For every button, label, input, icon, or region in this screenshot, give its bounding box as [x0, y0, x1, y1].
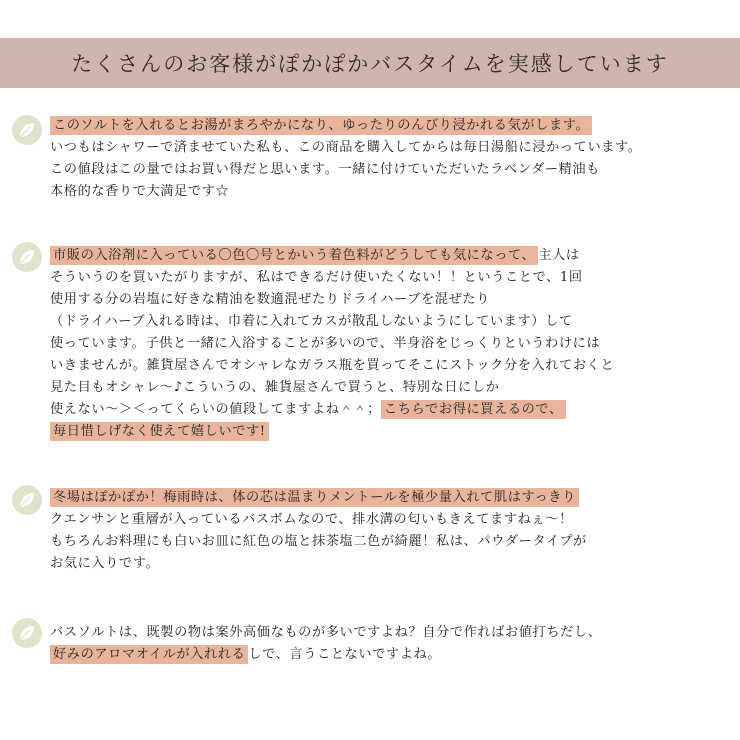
review-line: この値段はこの量ではお買い得だと思います。一緒に付けていただいたラベンダー精油も — [50, 162, 600, 177]
review-line: （ドライハーブ入れる時は、巾着に入れてカスが散乱しないようにしています）して — [50, 314, 573, 329]
review-line: 本格的な香りで大満足です☆ — [50, 184, 230, 199]
review-text: しで、言うことないですよね。 — [248, 647, 442, 662]
leaf-icon — [12, 618, 42, 648]
review-line: 使っています。子供と一緒に入浴することが多いので、半身浴をじっくりというわけには — [50, 336, 601, 351]
review-line — [50, 115, 642, 137]
review-line — [50, 399, 614, 421]
highlight-text: 毎日惜しげなく使えて嬉しいです! — [50, 422, 269, 441]
review-line — [50, 487, 587, 509]
review-text: 主人は — [538, 248, 580, 263]
header-banner — [0, 38, 740, 88]
highlight-text: 好みのアロマオイルが入れれる — [50, 645, 248, 664]
review-line: いきませんが。雑貨屋さんでオシャレなガラス瓶を買ってそこにストック分を入れておくと — [50, 358, 615, 373]
leaf-icon — [12, 485, 42, 515]
review-line: いつもはシャワーで済ませていた私も、この商品を購入してからは毎日湯船に浸かっています。 — [50, 140, 642, 155]
review-line: バスソルトは、既製の物は案外高価なものが多いですよね？自分で作ればお値打ちだし、 — [50, 625, 602, 640]
review-line: そういうのを買いたがりますが、私はできるだけ使いたくない！！ということで、1回 — [50, 270, 583, 285]
highlight-text: 市販の入浴剤に入っている〇色〇号とかいう着色料がどうしても気になって、 — [50, 246, 538, 265]
review-line: 見た目もオシャレ〜♪こういうの、雑貨屋さんで買うと、特別な日にしか — [50, 380, 500, 395]
highlight-text: このソルトを入れるとお湯がまろやかになり、ゆったりのんびり浸かれる気がします。 — [50, 116, 592, 135]
highlight-text: 冬場はぽかぽか！梅雨時は、体の芯は温まりメントールを極少量入れて肌はすっきり — [50, 488, 579, 507]
banner-title: たくさんのお客様がぽかぽかバスタイムを実感しています — [71, 52, 669, 76]
review-text: 使えない〜＞＜ってくらいの値段してますよね＾＾； — [50, 402, 381, 417]
review-line: クエンサンと重層が入っているバスボムなので、排水溝の匂いもきえてますねぇ〜！ — [50, 512, 573, 527]
review-line — [50, 644, 602, 666]
review-line: 使用する分の岩塩に好きな精油を数適混ぜたりドライハーブを混ぜたり — [50, 292, 490, 307]
review-line — [50, 421, 614, 443]
highlight-text: こちらでお得に買えるので、 — [381, 400, 566, 419]
leaf-icon — [12, 115, 42, 145]
leaf-icon — [12, 242, 42, 272]
review-line: もちろんお料理にも白いお皿に紅色の塩と抹茶塩二色が綺麗！私は、パウダータイプが — [50, 534, 587, 549]
review-line — [50, 245, 614, 267]
review-line: お気に入りです。 — [50, 556, 160, 571]
